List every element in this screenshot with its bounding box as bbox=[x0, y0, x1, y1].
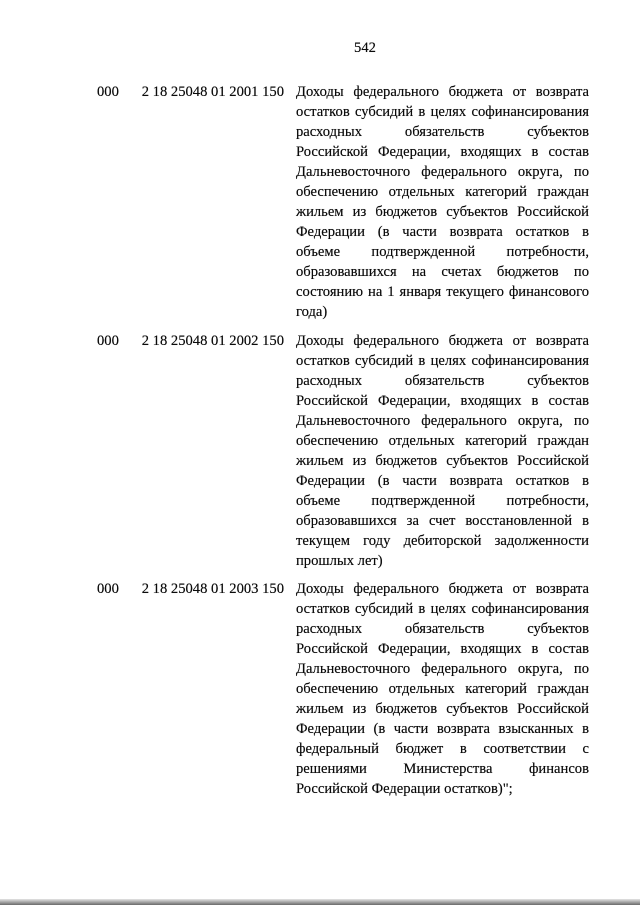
description-line: Федерации (в части возврата остатков в bbox=[296, 472, 589, 489]
description-line: расходных обязательств субъектов bbox=[296, 372, 589, 389]
description-line: образовавшихся на счетах бюджетов по bbox=[296, 264, 589, 280]
description-line: Федерации (в части возврата остатков в bbox=[296, 224, 589, 240]
administrator-code: 000 bbox=[97, 581, 119, 597]
description-line: Российской Федерации, входящих в состав bbox=[296, 144, 589, 160]
description-line: обеспечению отдельных категорий граждан bbox=[296, 432, 589, 449]
description-line: объеме подтвержденной потребности, bbox=[296, 244, 589, 260]
table-row bbox=[0, 82, 640, 322]
table-row bbox=[0, 579, 640, 799]
budget-classification-code: 2 18 25048 01 2003 150 bbox=[141, 581, 284, 597]
description-line: текущем году дебиторской задолженности bbox=[296, 532, 589, 549]
description-line: обеспечению отдельных категорий граждан bbox=[296, 184, 589, 200]
scan-edge bbox=[0, 899, 640, 905]
description-line: жильем из бюджетов субъектов Российской bbox=[296, 701, 589, 717]
revenue-description bbox=[296, 579, 589, 799]
description-line: остатков субсидий в целях софинансирования bbox=[296, 104, 589, 120]
description-line: образовавшихся за счет восстановленной в bbox=[296, 512, 589, 529]
description-line: Доходы федерального бюджета от возврата bbox=[296, 332, 589, 349]
revenue-description bbox=[296, 82, 589, 322]
administrator-code: 000 bbox=[97, 332, 119, 349]
table-row bbox=[0, 331, 640, 571]
administrator-code: 000 bbox=[97, 84, 119, 100]
description-line: Дальневосточного федерального округа, по bbox=[296, 164, 589, 180]
description-line: Федерации (в части возврата взысканных в bbox=[296, 721, 589, 737]
revenue-description bbox=[296, 331, 589, 571]
description-line: расходных обязательств субъектов bbox=[296, 621, 589, 637]
description-line: остатков субсидий в целях софинансирования bbox=[296, 352, 589, 369]
description-line: жильем из бюджетов субъектов Российской bbox=[296, 452, 589, 469]
description-line: прошлых лет) bbox=[296, 552, 383, 569]
description-line: расходных обязательств субъектов bbox=[296, 124, 589, 140]
description-line: остатков субсидий в целях софинансирования bbox=[296, 601, 589, 617]
description-line: объеме подтвержденной потребности, bbox=[296, 492, 589, 509]
description-line: Дальневосточного федерального округа, по bbox=[296, 661, 589, 677]
description-line: Российской Федерации, входящих в состав bbox=[296, 392, 589, 409]
description-line: Доходы федерального бюджета от возврата bbox=[296, 581, 589, 597]
description-line: Российской Федерации остатков)"; bbox=[296, 781, 513, 797]
page-number: 542 bbox=[354, 40, 376, 56]
budget-code-table bbox=[0, 82, 640, 808]
description-line: федеральный бюджет в соответствии с bbox=[296, 741, 589, 757]
description-line: Доходы федерального бюджета от возврата bbox=[296, 84, 589, 100]
description-line: решениями Министерства финансов bbox=[296, 761, 589, 777]
budget-classification-code: 2 18 25048 01 2002 150 bbox=[141, 332, 284, 349]
description-line: состоянию на 1 января текущего финансового bbox=[296, 284, 589, 300]
description-line: года) bbox=[296, 304, 328, 320]
budget-classification-code: 2 18 25048 01 2001 150 bbox=[141, 84, 284, 100]
description-line: обеспечению отдельных категорий граждан bbox=[296, 681, 589, 697]
description-line: Российской Федерации, входящих в состав bbox=[296, 641, 589, 657]
description-line: жильем из бюджетов субъектов Российской bbox=[296, 204, 589, 220]
description-line: Дальневосточного федерального округа, по bbox=[296, 412, 589, 429]
